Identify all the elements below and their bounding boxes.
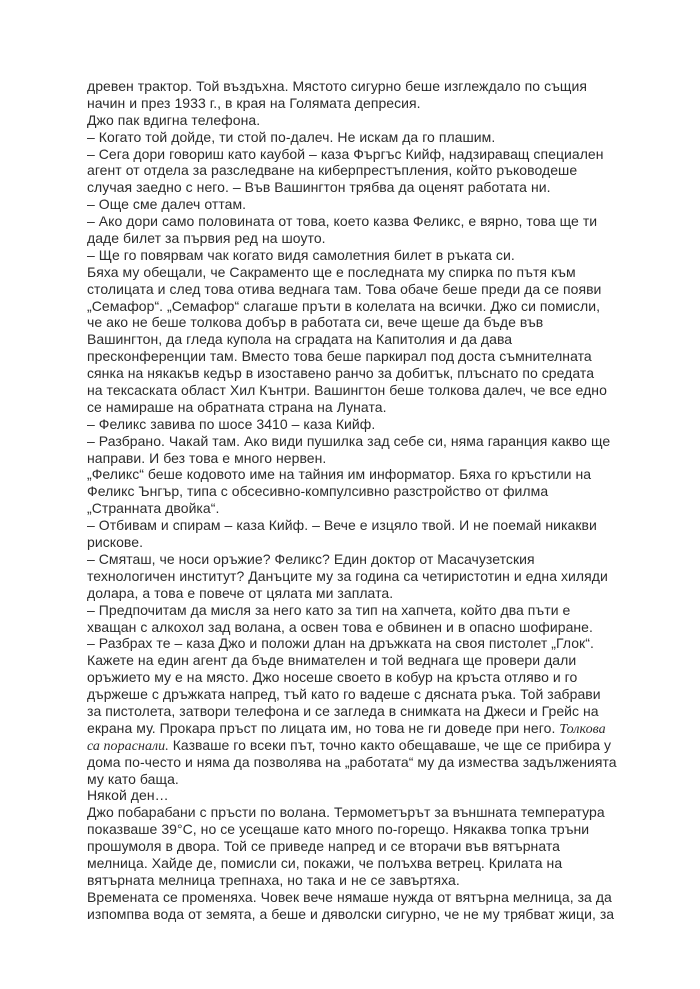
text-line: показваше 39°C, но се усещаше като много по-горещо. Някаква топка тръни	[87, 821, 590, 838]
text-line: начин и през 1933 г., в края на Голямата депресия.	[87, 94, 421, 111]
text-line: хващан с алкохол зад волана, а освен това е обвинен и в опасно шофиране.	[87, 618, 593, 635]
text-line: пресконференции там. Вместо това беше паркирал под доста съмнителната	[87, 348, 592, 365]
text-line: древен трактор. Той въздъхна. Мястото сигурно беше изглеждало по същия	[87, 78, 588, 94]
text-segment: екрана му. Прокара пръст по лицата им, но това не ги доведе при него.	[87, 719, 556, 736]
text-line: „Семафор“. „Семафор“ слагаше пръти в колелата на всички. Джо си помисли,	[87, 297, 601, 314]
text-line: Джо пак вдигна телефона.	[87, 111, 261, 128]
text-line: Кажете на един агент да бъде внимателен и той веднага ще провери дали	[87, 652, 577, 669]
text-line: „Странната двойка“.	[87, 500, 220, 517]
text-line: технологичен институт? Данъците му за година са четиристотин и една хиляди	[87, 567, 608, 584]
text-line-with-italic	[87, 737, 627, 754]
text-line: сянка на някакъв кедър в изоставено ранчо за добитък, плъснато по средата	[87, 365, 595, 382]
text-line: му като баща.	[87, 770, 179, 787]
text-line: – Отбивам и спирам – каза Кийф. – Вече е изцяло твой. И не поемай никакви	[87, 517, 597, 534]
text-line: за пистолета, затвори телефона и се загледа в снимката на Джеси и Грейс на	[87, 702, 599, 719]
text-line: агент от отдела за разследване на киберпрестъпления, който ръководеше	[87, 162, 578, 179]
text-line: направи. И без това е много нервен.	[87, 449, 327, 466]
text-line: мелница. Хайде де, помисли си, покажи, че полъхва ветрец. Крилата на	[87, 854, 563, 871]
text-line: „Феликс“ беше кодовото име на тайния им информатор. Бяха го кръстили на	[87, 466, 592, 483]
text-line: даде билет за първия ред на шоуто.	[87, 230, 326, 247]
text-line: Вашингтон, да гледа купола на сградата на Капитолия и да дава	[87, 331, 513, 348]
text-line: столицата и след това отива веднага там. Това обаче беше преди да се появи	[87, 280, 602, 297]
text-line: Бяха му обещали, че Сакраменто ще е последната му спирка по пътя към	[87, 263, 576, 280]
text-line: рискове.	[87, 534, 144, 551]
text-line: Феликс Ънгър, типа с обсесивно-компулсивно разстройство от филма	[87, 483, 549, 500]
text-line: дома по-често и няма да позволява на „работата“ му да измества задълженията	[87, 753, 617, 770]
text-line: – Смяташ, че носи оръжие? Феликс? Един доктор от Масачузетския	[87, 550, 535, 567]
text-line: – Още сме далеч оттам.	[87, 196, 247, 213]
text-segment: Казваше го всеки път, точно както обещаваше, че ще се прибира у	[168, 736, 612, 753]
text-line: – Сега дори говориш като каубой – каза Фъргъс Кийф, надзираващ специален	[87, 145, 604, 162]
text-line: – Разбрано. Чакай там. Ако види пушилка зад себе си, няма гаранция какво ще	[87, 432, 611, 449]
text-line: случая заедно с него. – Във Вашингтон трябва да оценят работата ни.	[87, 179, 551, 196]
text-line: оръжието му е на място. Джо носеше своето в кобур на кръста отляво и го	[87, 669, 578, 686]
document-page	[87, 78, 627, 923]
text-line: се намираше на обратната страна на Луната.	[87, 398, 387, 415]
text-line: – Феликс завива по шосе 3410 – каза Кийф.	[87, 415, 376, 432]
text-line: долара, а това е повече от цялата ми заплата.	[87, 584, 394, 601]
text-line: – Разбрах те – каза Джо и положи длан на дръжката на своя пистолет „Глок“.	[87, 635, 594, 652]
text-line: Времената се променяха. Човек вече нямаше нужда от вятърна мелница, за да	[87, 888, 612, 905]
text-line: прошумоля в двора. Той се приведе напред и се вторачи във вятърната	[87, 838, 561, 855]
italic-text: са пораснали.	[87, 738, 169, 754]
text-line: изпомпва вода от земята, а беше и дяволски сигурно, че не му трябват жици, за	[87, 905, 615, 922]
text-line: – Ако дори само половината от това, което казва Феликс, е вярно, това ще ти	[87, 213, 598, 230]
text-line: – Ще го повярвам чак когато видя самолетния билет в ръката си.	[87, 246, 515, 263]
text-line: вятърната мелница трепнаха, но така и не се завъртяха.	[87, 871, 460, 888]
text-line: държеше с дръжката напред, тъй като го вадеше с дясната ръка. Той забрави	[87, 686, 601, 703]
text-line: Джо побарабани с пръсти по волана. Термометърът за външната температура	[87, 804, 605, 821]
text-line-with-italic	[87, 720, 627, 737]
text-line: на тексаската област Хил Кънтри. Вашингтон беше толкова далеч, че все едно	[87, 382, 607, 399]
italic-text: Толкова	[559, 721, 606, 737]
text-line: – Когато той дойде, ти стой по-далеч. Не искам да го плашим.	[87, 128, 496, 145]
text-line: Някой ден…	[87, 787, 169, 804]
text-line: че ако не беше толкова добър в работата си, вече щеше да бъде във	[87, 314, 544, 331]
text-line: – Предпочитам да мисля за него като за тип на хапчета, който два пъти е	[87, 601, 571, 618]
